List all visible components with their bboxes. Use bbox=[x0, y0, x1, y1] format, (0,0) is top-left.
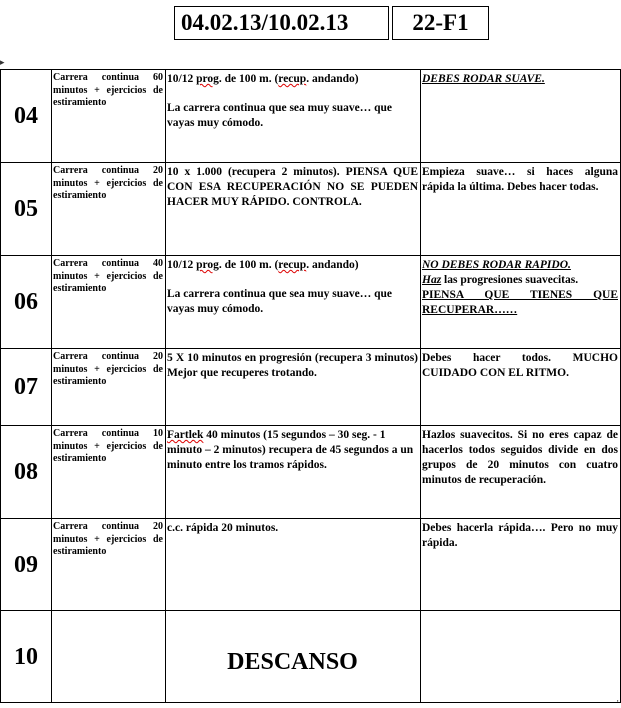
coach-note-cell bbox=[421, 611, 621, 703]
note-reminder: PIENSA QUE TIENES QUE RECUPERAR…… bbox=[422, 289, 618, 316]
table-row bbox=[1, 349, 621, 426]
workout-cell: 10 x 1.000 (recupera 2 minutos). PIENSA QUE CON ESA RECUPERACIÓN NO SE PUEDEN HACER MUY RÁPIDO. CONTROLA. bbox=[166, 163, 421, 256]
workout-cell bbox=[166, 70, 421, 163]
workout-note: La carrera continua que sea muy suave… que vayas muy cómodo. bbox=[167, 288, 392, 315]
note-instruction: Haz las progresiones suavecitas. bbox=[422, 274, 579, 286]
day-number: 08 bbox=[1, 426, 52, 519]
table-row bbox=[1, 163, 621, 256]
workout-cell: Fartlek 40 minutos (15 segundos – 30 seg. - 1 minuto – 2 minutos) recupera de 45 segundos a un minuto entre los tramos rápidos. bbox=[166, 426, 421, 519]
table-row bbox=[1, 426, 621, 519]
day-number: 05 bbox=[1, 163, 52, 256]
anchor-marker-icon: ▸ bbox=[0, 57, 5, 67]
note-warning: NO DEBES RODAR RAPIDO. bbox=[422, 259, 571, 271]
day-number: 04 bbox=[1, 70, 52, 163]
warmup-cell: Carrera continua 20 minutos + ejercicios de estiramiento bbox=[52, 349, 166, 426]
rest-day-cell bbox=[166, 611, 421, 703]
day-number: 10 bbox=[1, 611, 52, 703]
workout-text: 10/12 prog. de 100 m. (recup. andando) bbox=[167, 73, 359, 85]
coach-note-cell: Hazlos suavecitos. Si no eres capaz de hacerlos todos seguidos divide en dos grupos de 20 minutos con cuatro minutos de recuperación. bbox=[421, 426, 621, 519]
coach-note-cell: DEBES RODAR SUAVE. bbox=[421, 70, 621, 163]
warmup-cell: Carrera continua 40 minutos + ejercicios de estiramiento bbox=[52, 256, 166, 349]
workout-text: 10/12 prog. de 100 m. (recup. andando) bbox=[167, 259, 359, 271]
workout-note: La carrera continua que sea muy suave… que vayas muy cómodo. bbox=[167, 102, 392, 129]
table-row bbox=[1, 256, 621, 349]
training-table bbox=[0, 69, 621, 703]
day-number: 06 bbox=[1, 256, 52, 349]
warmup-cell: Carrera continua 60 minutos + ejercicios de estiramiento bbox=[52, 70, 166, 163]
warmup-cell: Carrera continua 20 minutos + ejercicios de estiramiento bbox=[52, 163, 166, 256]
workout-cell: c.c. rápida 20 minutos. bbox=[166, 519, 421, 611]
coach-note-cell: Debes hacer todos. MUCHO CUIDADO CON EL RITMO. bbox=[421, 349, 621, 426]
rest-label: DESCANSO bbox=[227, 649, 358, 675]
warmup-cell bbox=[52, 611, 166, 703]
plan-code: 22-F1 bbox=[392, 6, 489, 40]
day-number: 07 bbox=[1, 349, 52, 426]
table-row bbox=[1, 70, 621, 163]
table-row bbox=[1, 611, 621, 703]
warmup-cell: Carrera continua 20 minutos + ejercicios de estiramiento bbox=[52, 519, 166, 611]
header bbox=[174, 6, 489, 40]
coach-note-cell: Debes hacerla rápida…. Pero no muy rápida. bbox=[421, 519, 621, 611]
workout-cell: 5 X 10 minutos en progresión (recupera 3 minutos) Mejor que recuperes trotando. bbox=[166, 349, 421, 426]
coach-note-cell bbox=[421, 256, 621, 349]
table-row bbox=[1, 519, 621, 611]
workout-cell bbox=[166, 256, 421, 349]
warmup-cell: Carrera continua 10 minutos + ejercicios de estiramiento bbox=[52, 426, 166, 519]
day-number: 09 bbox=[1, 519, 52, 611]
coach-note-cell: Empieza suave… si haces alguna rápida la última. Debes hacer todas. bbox=[421, 163, 621, 256]
page-tick: ' bbox=[617, 699, 619, 708]
date-range: 04.02.13/10.02.13 bbox=[174, 6, 389, 40]
